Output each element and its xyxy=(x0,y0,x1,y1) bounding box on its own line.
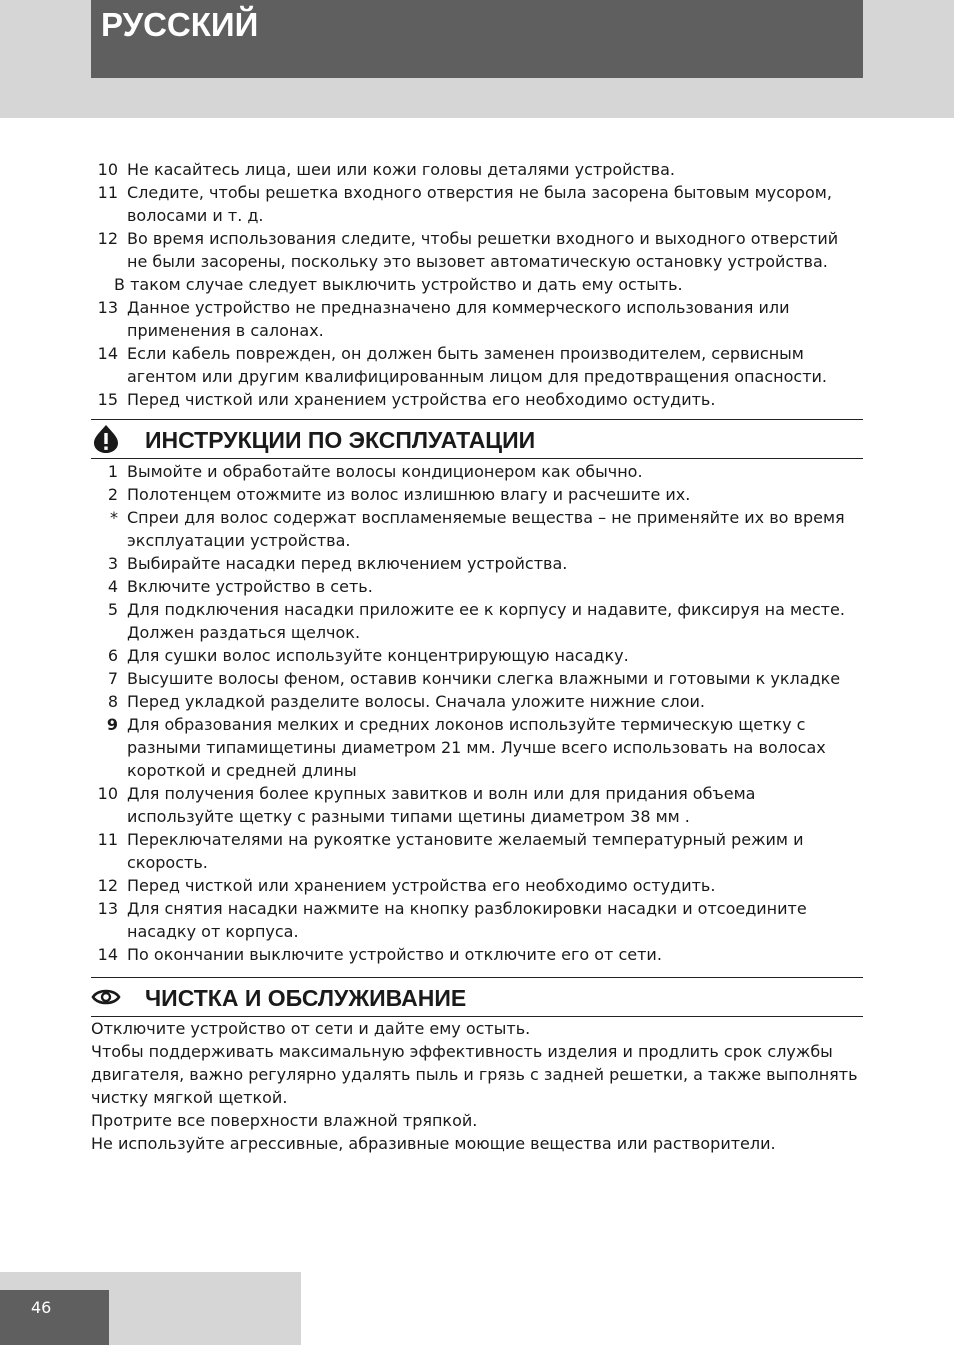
list-item xyxy=(91,805,863,828)
page-title: РУССКИЙ xyxy=(101,6,259,43)
paragraph-line: Протрите все поверхности влажной тряпкой. xyxy=(91,1111,478,1130)
item-number: 8 xyxy=(107,692,118,711)
item-number: 2 xyxy=(107,485,118,504)
item-text: Включите устройство в сеть. xyxy=(127,577,373,596)
section-header-cleaning xyxy=(91,977,863,1017)
list-item xyxy=(91,667,863,690)
item-text: В таком случае следует выключить устройство и дать ему остыть. xyxy=(114,275,683,294)
item-number: 12 xyxy=(97,876,118,895)
item-number xyxy=(91,529,118,552)
paragraph-line: Отключите устройство от сети и дайте ему остыть. xyxy=(91,1019,531,1038)
paragraph-line: двигателя, важно регулярно удалять пыль и грязь с задней решетки, а также выполнять xyxy=(91,1065,858,1084)
list-item xyxy=(91,552,863,575)
item-text: Для сушки волос используйте концентрирующую насадку. xyxy=(127,646,629,665)
item-number: 14 xyxy=(97,945,118,964)
section-title-cleaning: ЧИСТКА И ОБСЛУЖИВАНИЕ xyxy=(145,985,467,1011)
item-text: разными типамищетины диаметром 21 мм. Лучше всего использовать на волосах xyxy=(127,738,826,757)
list-item xyxy=(91,296,863,319)
item-number: 11 xyxy=(97,830,118,849)
item-text: насадку от корпуса. xyxy=(127,922,299,941)
item-number: 7 xyxy=(107,669,118,688)
item-number: 5 xyxy=(107,600,118,619)
item-text: Для подключения насадки приложите ее к корпусу и надавите, фиксируя на месте. xyxy=(127,600,845,619)
item-number xyxy=(91,250,118,273)
item-number: 4 xyxy=(107,577,118,596)
list-item xyxy=(91,874,863,897)
list-item xyxy=(91,342,863,365)
list-item xyxy=(91,575,863,598)
list-item xyxy=(91,158,863,181)
item-text: Высушите волосы феном, оставив кончики слегка влажными и готовыми к укладке xyxy=(127,669,841,688)
list-item xyxy=(91,365,863,388)
item-text: скорость. xyxy=(127,853,208,872)
item-text: эксплуатации устройства. xyxy=(127,531,351,550)
item-text: Выбирайте насадки перед включением устройства. xyxy=(127,554,568,573)
list-item xyxy=(91,460,863,483)
item-text: применения в салонах. xyxy=(127,321,324,340)
list-item xyxy=(91,644,863,667)
item-number: 10 xyxy=(97,160,118,179)
item-number xyxy=(91,365,118,388)
page-number: 46 xyxy=(0,1290,109,1345)
item-text: Не касайтесь лица, шеи или кожи головы деталями устройства. xyxy=(127,160,675,179)
item-text: короткой и средней длины xyxy=(127,761,357,780)
item-number: 14 xyxy=(97,344,118,363)
item-number: 6 xyxy=(107,646,118,665)
item-text: Данное устройство не предназначено для коммерческого использования или xyxy=(127,298,790,317)
item-text: Должен раздаться щелчок. xyxy=(127,623,361,642)
list-item xyxy=(91,529,863,552)
list-item xyxy=(91,483,863,506)
item-text: агентом или другим квалифицированным лицом для предотвращения опасности. xyxy=(127,367,827,386)
paragraph-line: чистку мягкой щеткой. xyxy=(91,1088,288,1107)
list-item xyxy=(91,388,863,411)
content xyxy=(91,158,863,1155)
list-item xyxy=(91,828,863,851)
item-number: * xyxy=(110,508,118,527)
eye-icon xyxy=(91,982,121,1012)
item-number xyxy=(91,204,118,227)
item-number xyxy=(91,621,118,644)
item-number: 13 xyxy=(97,298,118,317)
item-text: Перед чисткой или хранением устройства его необходимо остудить. xyxy=(127,390,716,409)
item-number xyxy=(91,920,118,943)
item-number: 9 xyxy=(106,715,118,734)
list-item xyxy=(91,250,863,273)
item-text: используйте щетку с разными типами щетины диаметром 38 мм . xyxy=(127,807,690,826)
item-text: Для получения более крупных завитков и волн или для придания объема xyxy=(127,784,756,803)
item-text: Вымойте и обработайте волосы кондиционером как обычно. xyxy=(127,462,643,481)
item-text: Если кабель поврежден, он должен быть заменен производителем, сервисным xyxy=(127,344,804,363)
list-item xyxy=(91,227,863,250)
section-header-instructions xyxy=(91,419,863,459)
list-item xyxy=(91,713,863,736)
item-text: Переключателями на рукоятке установите желаемый температурный режим и xyxy=(127,830,804,849)
list-item xyxy=(91,851,863,874)
list-item xyxy=(91,690,863,713)
warning-drop-icon xyxy=(91,424,121,454)
item-number xyxy=(91,805,118,828)
cleaning-paragraphs xyxy=(91,1017,863,1155)
list-item xyxy=(91,204,863,227)
item-number: 3 xyxy=(107,554,118,573)
item-number xyxy=(91,851,118,874)
list-item-note xyxy=(91,273,863,296)
section-title-instructions: ИНСТРУКЦИИ ПО ЭКСПЛУАТАЦИИ xyxy=(145,427,536,453)
item-text: волосами и т. д. xyxy=(127,206,264,225)
item-text: Спреи для волос содержат воспламеняемые вещества – не применяйте их во время xyxy=(127,508,845,527)
item-text: Следите, чтобы решетка входного отверстия не была засорена бытовым мусором, xyxy=(127,183,832,202)
list-item xyxy=(91,782,863,805)
item-number: 1 xyxy=(107,462,118,481)
item-number: 15 xyxy=(97,390,118,409)
instructions-list xyxy=(91,460,863,966)
item-number xyxy=(91,319,118,342)
list-item xyxy=(91,759,863,782)
item-text: Полотенцем отожмите из волос излишнюю влагу и расчешите их. xyxy=(127,485,691,504)
intro-list xyxy=(91,158,863,411)
list-item xyxy=(91,897,863,920)
list-item xyxy=(91,319,863,342)
language-header xyxy=(91,0,863,78)
item-text: Перед укладкой разделите волосы. Сначала уложите нижние слои. xyxy=(127,692,705,711)
item-number xyxy=(91,736,118,759)
paragraph-line: Не используйте агрессивные, абразивные моющие вещества или растворители. xyxy=(91,1134,776,1153)
list-item xyxy=(91,598,863,621)
item-text: Для снятия насадки нажмите на кнопку разблокировки насадки и отсоедините xyxy=(127,899,807,918)
item-number: 10 xyxy=(97,784,118,803)
paragraph-line: Чтобы поддерживать максимальную эффективность изделия и продлить срок службы xyxy=(91,1042,833,1061)
item-number xyxy=(91,759,118,782)
list-item xyxy=(91,181,863,204)
item-text: По окончании выключите устройство и отключите его от сети. xyxy=(127,945,662,964)
list-item xyxy=(91,736,863,759)
item-number: 13 xyxy=(97,899,118,918)
item-text: Во время использования следите, чтобы решетки входного и выходного отверстий xyxy=(127,229,839,248)
list-item xyxy=(91,943,863,966)
item-text: Для образования мелких и средних локонов используйте термическую щетку с xyxy=(127,715,806,734)
item-number: 12 xyxy=(97,229,118,248)
item-text: не были засорены, поскольку это вызовет автоматическую остановку устройства. xyxy=(127,252,828,271)
list-item xyxy=(91,621,863,644)
list-item xyxy=(91,506,863,529)
item-text: Перед чисткой или хранением устройства его необходимо остудить. xyxy=(127,876,716,895)
item-number: 11 xyxy=(97,183,118,202)
list-item xyxy=(91,920,863,943)
